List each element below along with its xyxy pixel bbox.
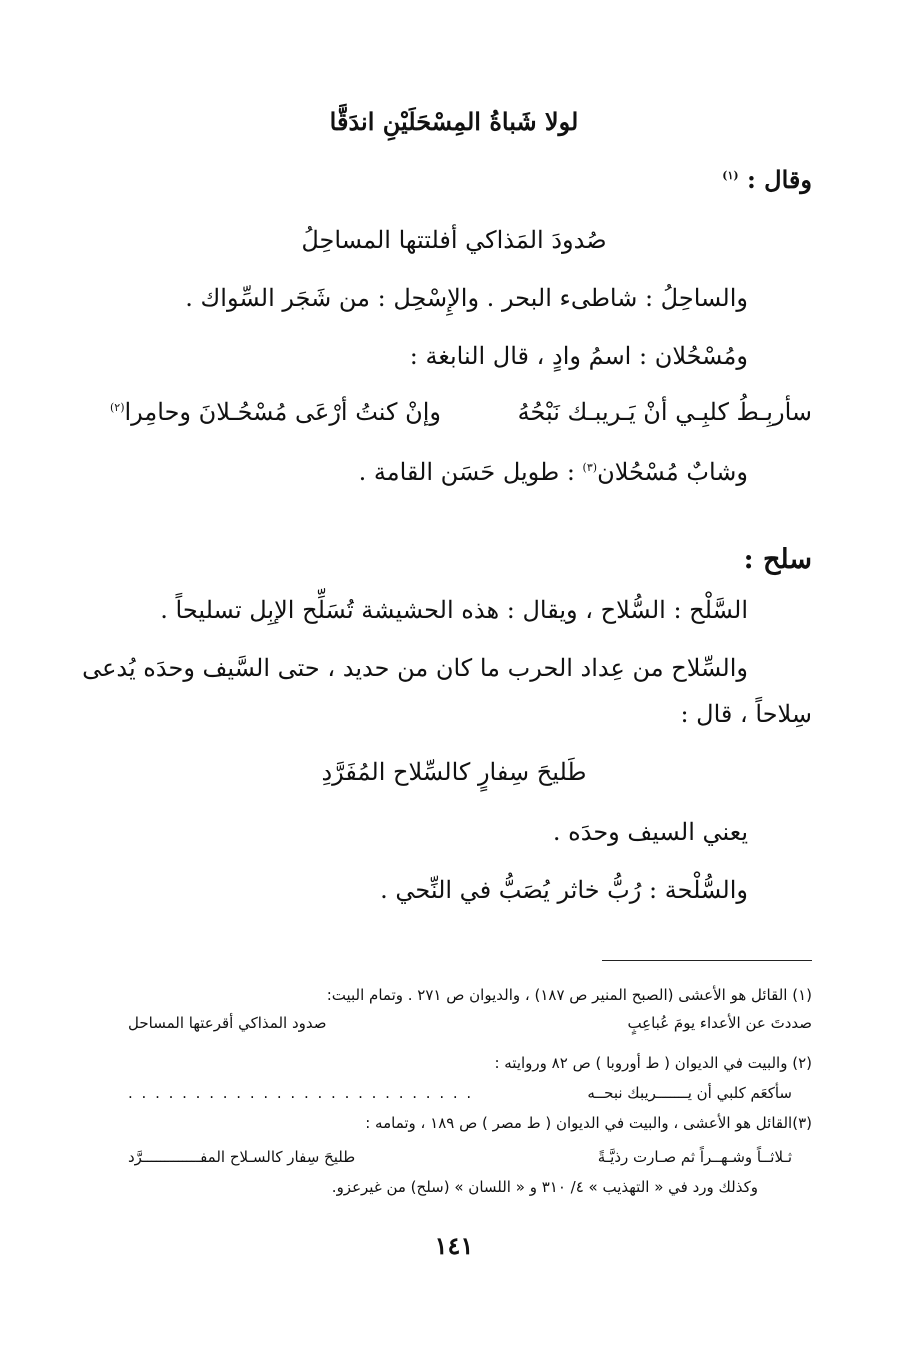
footnote-ref-2: (٢) [110,401,125,414]
footnote-3-source: وكذلك ورد في « التهذيب » ٤/ ٣١٠ و « اللسان » (سلح) من غيرعزو. [331,1178,758,1196]
qal-line [722,165,812,194]
footnote-1-text: (١) القائل هو الأعشى (الصبح المنير ص ١٨٧) ، والديوان ص ٢٧١ . وتمام البيت: [326,986,812,1004]
verse-line-3: طَليحَ سِفارٍ كالسِّلاح المُفَرَّدِ [321,758,587,786]
meaning-line: يعني السيف وحدَه . [552,818,748,846]
poem-nabigha [110,400,812,424]
definition-salh: السَّلْح : السُّلاح ، ويقال : هذه الحشيشة تُسَلِّح الإبِل تسليحاً . [160,596,748,624]
footnote-1-verse-right: صددتَ عن الأعداء يومَ عُباعِبٍ [627,1014,812,1032]
verse-line-1: لولا شَباةُ المِسْحَلَيْنِ اندَقَّا [329,107,579,136]
poem-left-text: وإنْ كنتُ أرْعَى مُسْحُـلانَ وحامِرا [124,398,441,426]
footnote-1-verse [128,1016,812,1031]
definition-mushulan: ومُسْحُلان : اسمُ وادٍ ، قال النابغة : [409,342,748,370]
poem-hemistich-right: سأربِـطُ كلبِـي أنْ يَـريبـك نَبْحُهُ [517,398,812,426]
footnote-2-verse-left: . . . . . . . . . . . . . . . . . . . . . . . . . . [128,1084,474,1102]
definition-silah-line1: والسِّلاح من عِداد الحرب ما كان من حديد ، حتى السَّيف وحدَه يُدعى [82,654,748,682]
footnote-2-verse [128,1086,792,1101]
footnote-1-verse-left: صدود المذاكي أقرعتها المساحل [128,1014,327,1032]
definition-shab [359,460,748,484]
page-number: ١٤١ [434,1231,474,1260]
footnote-2-verse-right: سأكعَم كلبي أن يـــــــريبك نبحــه [587,1084,792,1102]
footnote-3-verse-right: ثـلاثــاً وشـهــراً ثم صـارت رذيَّـةً [597,1148,792,1166]
footnote-2-text: (٢) والبيت في الديوان ( ط أوروبا ) ص ٨٢ وروايته : [494,1054,812,1072]
shab-term: وشابٌ مُسْحُلان [597,458,748,486]
definition-sahil: والساحِلُ : شاطىء البحر . والإِسْحِل : من شَجَر السِّواك . [185,284,748,312]
footnote-ref-1: (١) [722,169,739,182]
footnote-3-verse-left: طليحَ سِفار كالسـلاح المفـــــــــــــرَّد [128,1148,356,1166]
footnote-ref-3: (٣) [582,461,598,474]
qal-text: وقال : [746,165,812,194]
definition-sulha: والسُّلْحة : رُبُّ خاثر يُصَبُّ في النِّحي . [380,876,748,904]
footnote-separator [602,960,812,961]
definition-silah-line2: سِلاحاً ، قال : [680,700,812,728]
poem-hemistich-left [110,400,441,424]
entry-heading-salah: سلح : [743,544,812,575]
verse-line-2: صُدودَ المَذاكي أفلتتها المساحِلُ [301,226,607,254]
shab-meaning: : طويل حَسَن القامة . [358,458,575,486]
footnote-3-verse [128,1150,792,1165]
footnote-3-text: (٣)القائل هو الأعشى ، والبيت في الديوان ( ط مصر ) ص ١٨٩ ، وتمامه : [365,1114,812,1132]
